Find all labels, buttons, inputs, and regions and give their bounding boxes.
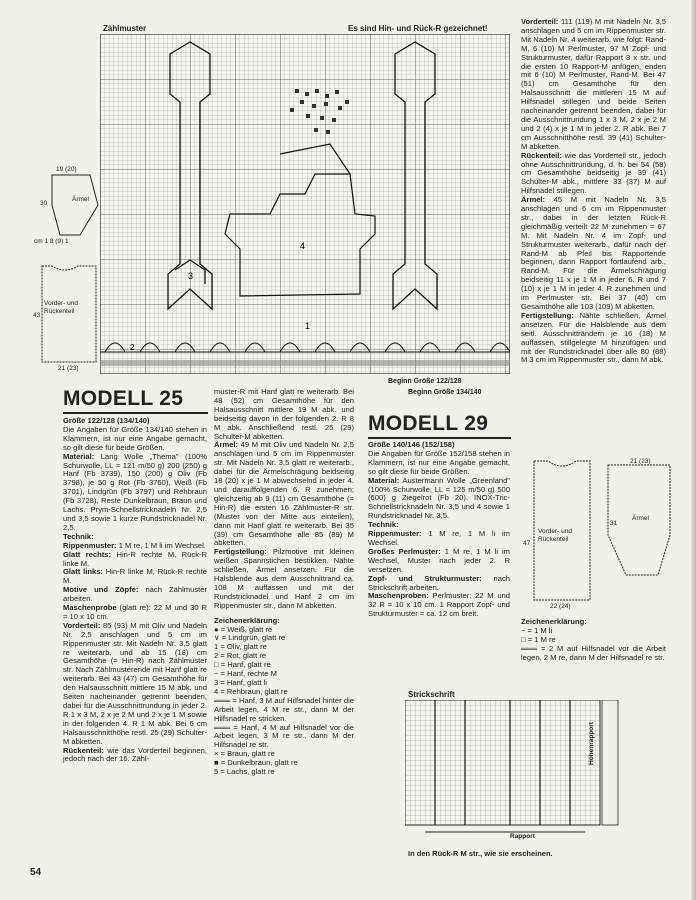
chart-note: Es sind Hin- und Rück-R gezeichnet! [348, 24, 488, 33]
body-label-29b: Vorder- und [538, 528, 572, 535]
chart-num-4: 4 [300, 241, 306, 251]
begin-size-2: Beginn Größe 134/140 [408, 389, 482, 396]
model25-rule [63, 412, 208, 414]
page-edge [691, 0, 696, 900]
sleeve-width-29: 21 (23) [630, 458, 651, 465]
page-number: 54 [30, 867, 42, 878]
rapport-label: Rapport [510, 833, 535, 840]
body-label-25b: Rückenteil [44, 308, 75, 315]
strickschrift-chart [405, 700, 620, 840]
sleeve-label-29: Ärmel [632, 515, 649, 522]
model25-legend: ● = Weiß, glatt re ∨ = Lindgrün, glatt re 1 = Oliv, glatt re 2 = Rot, glatt re □ = Hanf, glatt re − = Hanf, rechte M 3 = Hanf, glatt li 4 = Rehbraun, glatt re ═══ = Hanf, 3 M auf Hilfsnadel hinter die Arbeit legen, 4 M re str., dann M der Hilfsnadel re stricken. ═══ = Hanf, 4 M auf Hilfsnadel vor die Arbeit legen, 3 M re str., dann M der Hilfsnadel re str. × = Braun, glatt re ■ = Dunkelbraun, glatt re 5 = Lachs, glatt re [214, 624, 354, 777]
hoehenrapport-label: Höhenrapport [588, 722, 595, 765]
model29-rule [368, 437, 511, 439]
chart-num-3: 3 [188, 271, 194, 281]
sleeve-bottom-25: cm 1 8 (9) 1 [34, 238, 69, 245]
model29-legend: Zeichenerklärung: − = 1 M li □ = 1 M re ═══ = 2 M auf Hilfsnadel vor die Arbeit legen, 2 M re, dann M der Hilfsnadel re str. [521, 617, 666, 662]
body-label-25a: Vorder- und [44, 300, 78, 307]
chart-num-1: 1 [305, 321, 311, 331]
body-width-25: 21 (23) [58, 365, 79, 372]
model25-col2: muster-R mit Hanf glatt re weiterarb. Bei 48 (52) cm Gesamthöhe für den Halsausschnitt mittlere 19 M abk. und beidseitig davon in der folgenden 2. R 8 M abk. Anschließend restl. 25 (29) Schulter-M abketten. Ärmel: 49 M mit Oliv und Nadeln Nr. 2,5 anschlagen und 5 cm im Rippenmuster str. Mit Nadeln Nr. 3,5 glatt re weiterarb., dabei für die Ärmelschrägung beidseitig 18 (20) x je 1 M abwechselnd in jeder 4. und darauffolgenden 6. R zunehmen; gleichzeitig ab 9 (11) cm Gesamthöhe (= Hin-R) die ersten 16 Zählmuster-R str. (Muster von der Mitte aus einteilen), dann mit Hanf glatt re weiterarb. Bei 35 (39) cm Gesamthöhe alle 85 (89) M abketten. Fertigstellung: Pilzmotive mit kleinen weißen Spannstichen bestikken. Nähte schließen, Ärmel ansetzen. Für die Halsblende aus dem Ausschnittrand ca. 108 M auffassen und mit der Rundstricknadel und Hanf 2 cm im Rippenmuster str., dann M abketten. Zeichenerklärung: ● = Weiß, glatt re ∨ = Lindgrün, glatt re 1 = Oliv, glatt re 2 = Rot, glatt re □ = Hanf, glatt re − = Hanf, rechte M 3 = Hanf, glatt li 4 = Rehbraun, glatt re ═══ = Hanf, 3 M auf Hilfsnadel hinter die Arbeit legen, 4 M re str., dann M der Hilfsnadel re stricken. ═══ = Hanf, 4 M auf Hilfsnadel vor die Arbeit legen, 3 M re str., dann M der Hilfsnadel re str. × = Braun, glatt re ■ = Dunkelbraun, glatt re 5 = Lachs, glatt re [214, 387, 354, 777]
knitting-chart [100, 34, 510, 374]
sleeve-label-25: Ärmel [72, 196, 89, 203]
strickschrift-title: Strickschrift [408, 690, 455, 699]
chart-num-2: 2 [130, 343, 135, 352]
model29-title: MODELL 29 [368, 412, 489, 435]
model25-title: MODELL 25 [63, 387, 184, 410]
strickschrift-caption: In den Rück-R M str., wie sie erscheinen. [408, 849, 553, 858]
model25-col1: Größe 122/128 (134/140) Die Angaben für Größe 134/140 stehen in Klammern, ist nur eine Angabe gemacht, so gilt diese für beide Größen. Material: Lang Wolle „Thema" (100% Schurwolle, LL = 121 m/50 g) 200 (250) g Hanf (Fb 3739), 150 (200) g Oliv (Fb 3798), je 50 g Rot (Fb 3760), Weiß (Fb 3701), Lindgrün (Fb 3797) und Rehbraun (Fb 3728), Reste Dunkelbraun, Braun und Lachs. Prym-Schnellstricknadeln Nr. 2,5 und 3,5 sowie 1 kurze Rundstricknadel Nr. 2,5. Technik: Rippenmuster: 1 M re, 1 M li im Wechsel. Glatt rechts: Hin-R rechte M, Rück-R linke M. Glatt links: Hin-R linke M, Rück-R rechte M. Motive und Zöpfe: nach Zählmuster arbeiten. Maschenprobe (glatt re): 22 M und 30 R = 10 x 10 cm. Vorderteil: 85 (93) M mit Oliv und Nadeln Nr. 2,5 anschlagen und 5 cm im Rippenmuster str. Mit Nadeln Nr. 3,5 glatt re weiterarb. und ab 15 (18) cm Gesamthöhe (= Hin-R) nach Zählmuster str. Nach Zählmusterende mit Hanf glatt re weiterarb. Bei 43 (47) cm Gesamthöhe für den Halsausschnitt mittlere 15 M abk. und Seiten nacheinander getrennt beenden, dabei für die Ausschnittrundung in jeder 2. R 1 x 3 M, 2 x je 2 M und 2 x je 1 M sowie in der folgenden 4. R 1 M abk. Bei 6 cm Halsausschnitthöhe restl. 25 (29) Schulter-M abketten. Rückenteil: wie das Vorderteil beginnen, jedoch nach der 16. Zähl- [63, 416, 207, 764]
body-width-29: 22 (24) [550, 603, 571, 610]
body-height-25: 43 [33, 312, 41, 319]
sleeve-height-25: 30 [40, 200, 48, 207]
model29-col: Größe 140/146 (152/158) Die Angaben für Größe 152/158 stehen in Klammern, ist nur eine Angabe gemacht, so gilt diese für beide Größen. Material: Austermann Wolle „Greenland" (100% Schurwolle, LL = 125 m/50 g) 500 (600) g Ziegelrot (Fb 20). INOX-Tric-Schnellstricknadeln Nr. 3,5 und 4 sowie 1 Rundstricknadel Nr. 3,5. Technik: Rippenmuster: 1 M re, 1 M li im Wechsel. Großes Perlmuster: 1 M re, 1 M li im Wechsel, Muster nach jeder 2. R versetzen. Zopf- und Strukturmuster: nach Strickschrift arbeiten. Maschenproben: Perlmuster: 22 M und 32 R = 10 x 10 cm. 1 Rapport Zopf- und Strukturmuster = ca. 12 cm breit. [368, 440, 510, 619]
model29-right-col: Vorderteil: 111 (119) M mit Nadeln Nr. 3,5 anschlagen und 5 cm im Rippenmuster str. Mit Nadeln Nr. 4 weiterarb. wie folgt: Rand-M, 6 (10) M Perlmuster, 97 M Zopf- und Strukturmuster, dafür Rapport 3 x str. und die ersten 10 Rapport-M anfügen, enden mit 6 (10) M Perlmuster, Rand-M. Bei 47 (51) cm Gesamthöhe für den Halsausschnitt die mittleren 15 M auf Hilfsnadel stillegen und beide Seiten nacheinander getrennt beenden, dabei für die Ausschnittrundung 1 x 3 M, 2 x je 2 M und 2 (4) x je 1 M in jeder 2. R abk. Bei 7 cm Ausschnitthöhe restl. 39 (41) Schulter-M abketten. Rückenteil: wie das Vorderteil str., jedoch ohne Ausschnittrundung, d. h. bei 54 (58) cm Gesamthöhe beidseitig je 39 (41) Schulter-M abk., mittlere 33 (37) M auf Hilfsnadel stillegen. Ärmel: 45 M mit Nadeln Nr. 3,5 anschlagen und 6 cm im Rippenmuster str., dabei in der letzten Rück-R gleichmäßig verteilt 22 M zunehmen = 67 M. Mit Nadeln Nr. 4 im Zopf- und Strukturmuster weiterarb., dafür nach der Rand-M ab Pfeil bis Rapportende beginnen, dann Rapport fortlaufend arb., Rand-M. Für die Ärmelschrägung beidseitig 11 x je 1 M in jeder 6. R und 7 (10) x je 1 M in jeder 4. R zunehmen und im Perlmuster str. Bei 37 (40) cm Gesamthöhe alle 103 (109) M abketten. Fertigstellung: Nähte schließen, Ärmel ansetzen. Für die Halsblende aus dem seitl. Ausschnitträndern je 16 (18) M auffassen, stillgelegte M hinzufügen und mit der Rundstricknadel über alle 80 (88) M 3 cm im Rippenmuster str., dann M abk. [521, 17, 666, 365]
begin-size-1: Beginn Größe 122/128 [388, 378, 462, 385]
sleeve-height-29: 31 [610, 520, 618, 527]
sleeve-dim-25: 19 (20) [56, 166, 77, 173]
body-label-29c: Rückenteil [538, 536, 569, 543]
chart-title: Zählmuster [103, 24, 147, 33]
body-height-29: 47 [523, 540, 531, 547]
